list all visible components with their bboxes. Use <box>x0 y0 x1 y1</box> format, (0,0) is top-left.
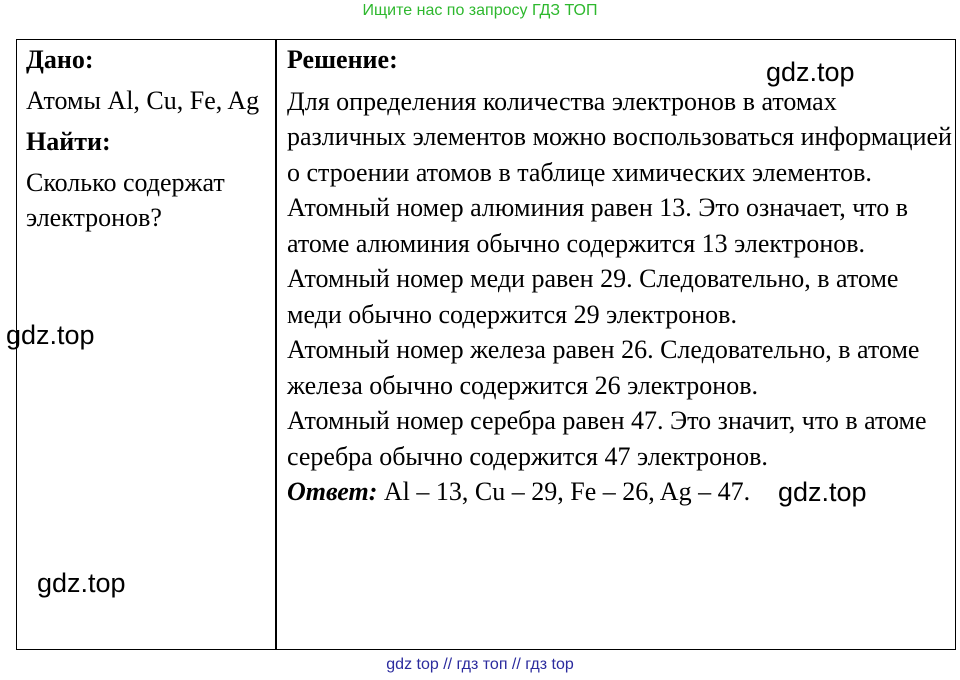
solution-paragraph-3: Атомный номер меди равен 29. Следовательно, в атоме меди обычно содержится 29 электронов. <box>287 264 899 329</box>
watermark: gdz.top <box>778 477 867 507</box>
find-heading: Найти: <box>26 127 111 156</box>
column-divider <box>275 40 277 649</box>
watermark: gdz.top <box>6 320 95 350</box>
solution-paragraph-1: Для определения количества электронов в атомах различных элементов можно воспользоваться информацией о строении атомов в таблице химических элементов. <box>287 86 952 187</box>
solution-paragraph-5: Атомный номер серебра равен 47. Это значит, что в атоме серебра обычно содержится 47 электронов. <box>287 406 927 471</box>
solution-paragraph-2: Атомный номер алюминия равен 13. Это означает, что в атоме алюминия обычно содержится 13 электронов. <box>287 193 909 258</box>
given-column <box>26 42 270 235</box>
find-text: Сколько содержат электронов? <box>26 168 225 232</box>
bottom-banner: gdz top // гдз топ // гдз top <box>386 656 574 673</box>
answer-label: Ответ: <box>287 477 378 506</box>
solution-column <box>287 42 955 510</box>
solution-heading: Решение: <box>287 45 398 74</box>
watermark: gdz.top <box>37 568 126 598</box>
top-banner: Ищите нас по запросу ГДЗ ТОП <box>362 2 598 19</box>
given-text: Атомы Al, Cu, Fe, Ag <box>26 86 260 115</box>
given-heading: Дано: <box>26 45 94 74</box>
watermark: gdz.top <box>766 57 855 87</box>
answer-text: Al – 13, Cu – 29, Fe – 26, Ag – 47. <box>377 477 751 506</box>
solution-table <box>16 39 956 650</box>
solution-paragraph-4: Атомный номер железа равен 26. Следовательно, в атоме железа обычно содержится 26 электронов. <box>287 335 920 400</box>
